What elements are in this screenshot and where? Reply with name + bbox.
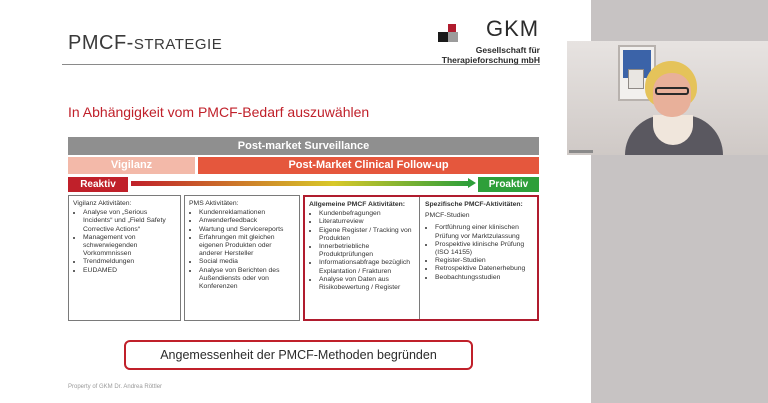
gkm-logo — [430, 18, 540, 64]
box-list — [73, 209, 176, 275]
slide-footer: Property of GKM Dr. Andrea Röttler — [68, 384, 163, 390]
list-item: • Informationsabfrage bezüglich Explantation / Frakturen — [319, 259, 415, 275]
list-item: • Kundenbefragungen — [319, 210, 415, 218]
list-item: • Innerbetriebliche Produktprüfungen — [319, 243, 415, 259]
logo-line1: Gesellschaft für — [475, 45, 540, 55]
list-item: • Management von schwerwiegenden Vorkommnissen — [83, 234, 176, 259]
slide-title-main: PMCF- — [68, 32, 134, 54]
list-item: • Analyse von Berichten des Außendiensts oder von Konferenzen — [199, 267, 295, 292]
slide-title-small-caps: STRATEGIE — [133, 36, 223, 53]
list-item: • Beobachtungsstudien — [435, 274, 533, 282]
box-heading: Spezifische PMCF-Aktivitäten: — [425, 201, 523, 208]
list-item: • Anwenderfeedback — [199, 217, 295, 225]
list-item: • Literaturreview — [319, 218, 415, 226]
box-heading: PMS Aktivitäten: — [189, 200, 239, 207]
vigilanz-activities-box — [68, 195, 181, 321]
logo-black-square — [438, 32, 448, 42]
logo-brand: GKM — [486, 16, 540, 41]
box-list — [189, 209, 295, 291]
bar-pmcf: Post-Market Clinical Follow-up — [198, 157, 539, 174]
tag-reaktiv: Reaktiv — [68, 177, 128, 192]
box-heading: Allgemeine PMCF Aktivitäten: — [309, 201, 406, 208]
box-heading: Vigilanz Aktivitäten: — [73, 200, 132, 207]
box-list — [309, 210, 415, 292]
glasses-icon — [655, 87, 689, 95]
logo-red-square — [448, 24, 456, 32]
participant-name-label — [569, 150, 593, 153]
logo-gray-square — [448, 32, 458, 42]
presenter-face — [653, 73, 691, 117]
slide-title — [68, 32, 222, 55]
list-item: • Wartung und Servicereports — [199, 226, 295, 234]
justify-methods-box: Angemessenheit der PMCF-Methoden begründen — [124, 340, 473, 370]
tag-proaktiv: Proaktiv — [478, 177, 539, 192]
list-item: • Kundenreklamationen — [199, 209, 295, 217]
list-item: • Analyse von Daten aus Risikobewertung / Register — [319, 276, 415, 292]
list-item: • Trendmeldungen — [83, 258, 176, 266]
specific-pmcf-activities-box — [421, 197, 537, 319]
general-pmcf-activities-box — [305, 197, 420, 319]
list-item: • EUDAMED — [83, 267, 176, 275]
list-item: • Retrospektive Datenerhebung — [435, 265, 533, 273]
list-item: • Analyse von „Serious Incidents“ und „Field Safety Corrective Actions“ — [83, 209, 176, 234]
list-item: • Register-Studien — [435, 257, 533, 265]
slide-subtitle: In Abhängigkeit vom PMCF-Bedarf auszuwählen — [68, 104, 370, 120]
logo-line2: Therapieforschung mbH — [441, 55, 540, 65]
list-item: • Fortführung einer klinischen Prüfung vor Marktzulassung — [435, 224, 533, 240]
box-subheading: PMCF-Studien — [425, 212, 470, 220]
pms-activities-box — [184, 195, 300, 321]
bar-post-market-surveillance: Post-market Surveillance — [68, 137, 539, 155]
webcam-video[interactable] — [567, 41, 768, 155]
bar-vigilanz: Vigilanz — [68, 157, 195, 174]
reaktiv-proaktiv-arrow — [131, 181, 469, 186]
arrow-head-icon — [468, 178, 476, 188]
list-item: • Social media — [199, 258, 295, 266]
list-item: • Prospektive klinische Prüfung (ISO 14155) — [435, 241, 533, 257]
box-list — [425, 224, 533, 281]
list-item: • Eigene Register / Tracking von Produkten — [319, 227, 415, 243]
list-item: • Erfahrungen mit gleichen eigenen Produkten oder anderer Hersteller — [199, 234, 295, 259]
